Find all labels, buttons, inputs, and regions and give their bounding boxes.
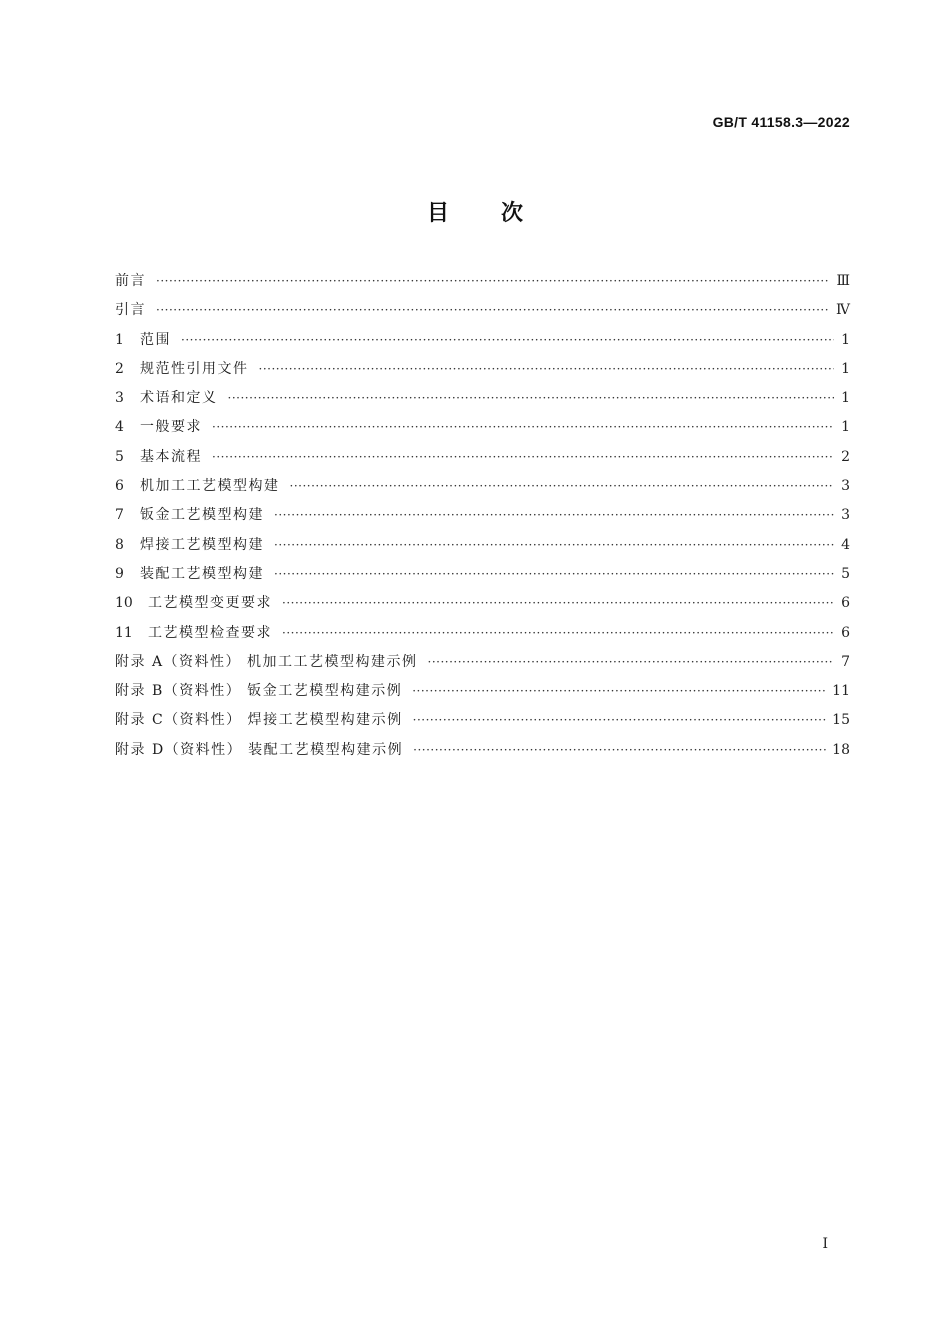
toc-entry-10[interactable] xyxy=(115,592,850,621)
toc-entry-label: 装配工艺模型构建 xyxy=(140,565,264,582)
toc-entry-foreword[interactable] xyxy=(115,270,850,299)
toc-entry-5[interactable] xyxy=(115,446,850,475)
toc-entry-page: 6 xyxy=(841,595,850,612)
toc-entry-page: 3 xyxy=(841,507,850,524)
toc-entry-page: 18 xyxy=(832,741,850,758)
table-of-contents xyxy=(115,270,850,768)
toc-dot-leader xyxy=(290,479,835,493)
toc-entry-page: 4 xyxy=(841,536,850,553)
page-title-part-1: 目 xyxy=(426,201,449,226)
toc-entry-page: Ⅲ xyxy=(836,273,850,289)
toc-entry-11[interactable] xyxy=(115,622,850,651)
toc-entry-page: 1 xyxy=(841,360,850,377)
toc-entry-number: 2 xyxy=(115,360,124,377)
toc-entry-label: 基本流程 xyxy=(140,448,202,465)
standard-code: GB/T 41158.3—2022 xyxy=(712,114,850,130)
toc-dot-leader xyxy=(282,626,834,640)
toc-entry-appendix-b[interactable] xyxy=(115,680,850,709)
toc-entry-appendix-a[interactable] xyxy=(115,651,850,680)
toc-entry-page: 15 xyxy=(832,712,850,729)
toc-dot-leader xyxy=(156,303,830,317)
toc-dot-leader xyxy=(212,420,834,434)
toc-entry-number: 11 xyxy=(115,624,133,641)
toc-entry-page: 7 xyxy=(841,653,850,670)
toc-entry-7[interactable] xyxy=(115,504,850,533)
toc-dot-leader xyxy=(274,538,834,552)
toc-dot-leader xyxy=(212,450,834,464)
toc-entry-2[interactable] xyxy=(115,358,850,387)
toc-entry-6[interactable] xyxy=(115,475,850,504)
toc-dot-leader xyxy=(413,713,827,727)
toc-entry-label: 引言 xyxy=(115,302,146,319)
toc-dot-leader xyxy=(412,684,826,698)
toc-entry-3[interactable] xyxy=(115,387,850,416)
toc-entry-page: 6 xyxy=(841,624,850,641)
page-title xyxy=(0,196,950,227)
toc-dot-leader xyxy=(156,274,830,288)
toc-dot-leader xyxy=(274,508,834,522)
toc-dot-leader xyxy=(228,391,835,405)
toc-entry-appendix-d[interactable] xyxy=(115,739,850,768)
toc-dot-leader xyxy=(413,743,826,757)
toc-dot-leader xyxy=(282,596,834,610)
toc-dot-leader xyxy=(259,362,835,376)
toc-dot-leader xyxy=(181,333,834,347)
toc-entry-label: 焊接工艺模型构建 xyxy=(140,536,264,553)
toc-entry-number: 9 xyxy=(115,565,124,582)
toc-entry-label: 一般要求 xyxy=(140,419,202,436)
toc-entry-8[interactable] xyxy=(115,534,850,563)
toc-entry-number: 5 xyxy=(115,448,124,465)
toc-entry-number: 8 xyxy=(115,536,124,553)
toc-entry-4[interactable] xyxy=(115,416,850,445)
toc-entry-page: 2 xyxy=(841,448,850,465)
toc-entry-label: 规范性引用文件 xyxy=(140,360,249,377)
toc-entry-number: 1 xyxy=(115,331,124,348)
toc-dot-leader xyxy=(274,567,834,581)
toc-entry-label: 机加工工艺模型构建 xyxy=(140,478,280,495)
toc-entry-label: 附录 D（资料性） 装配工艺模型构建示例 xyxy=(115,741,404,758)
toc-entry-introduction[interactable] xyxy=(115,299,850,328)
toc-entry-9[interactable] xyxy=(115,563,850,592)
toc-entry-label: 范围 xyxy=(140,331,171,348)
toc-dot-leader xyxy=(428,655,834,669)
toc-entry-page: Ⅳ xyxy=(836,302,850,319)
toc-entry-page: 5 xyxy=(841,565,850,582)
toc-entry-number: 4 xyxy=(115,419,124,436)
toc-entry-number: 7 xyxy=(115,507,124,524)
toc-entry-page: 11 xyxy=(832,683,850,700)
toc-entry-appendix-c[interactable] xyxy=(115,709,850,738)
toc-entry-1[interactable] xyxy=(115,329,850,358)
toc-entry-label: 附录 C（资料性） 焊接工艺模型构建示例 xyxy=(115,712,403,729)
toc-entry-number: 6 xyxy=(115,478,124,495)
toc-entry-label: 工艺模型变更要求 xyxy=(148,595,272,612)
toc-entry-number: 10 xyxy=(115,595,133,612)
footer-page-number: Ⅰ xyxy=(822,1236,828,1252)
toc-entry-label: 工艺模型检查要求 xyxy=(148,624,272,641)
toc-entry-label: 附录 B（资料性） 钣金工艺模型构建示例 xyxy=(115,683,403,700)
toc-entry-page: 1 xyxy=(841,419,850,436)
toc-entry-label: 钣金工艺模型构建 xyxy=(140,507,264,524)
toc-entry-page: 1 xyxy=(841,331,850,348)
toc-entry-label: 术语和定义 xyxy=(140,390,218,407)
toc-entry-number: 3 xyxy=(115,390,124,407)
toc-entry-page: 1 xyxy=(841,390,850,407)
toc-entry-label: 前言 xyxy=(115,273,146,289)
toc-entry-page: 3 xyxy=(841,478,850,495)
toc-entry-label: 附录 A（资料性） 机加工工艺模型构建示例 xyxy=(115,653,418,670)
page-title-part-2: 次 xyxy=(501,201,524,226)
